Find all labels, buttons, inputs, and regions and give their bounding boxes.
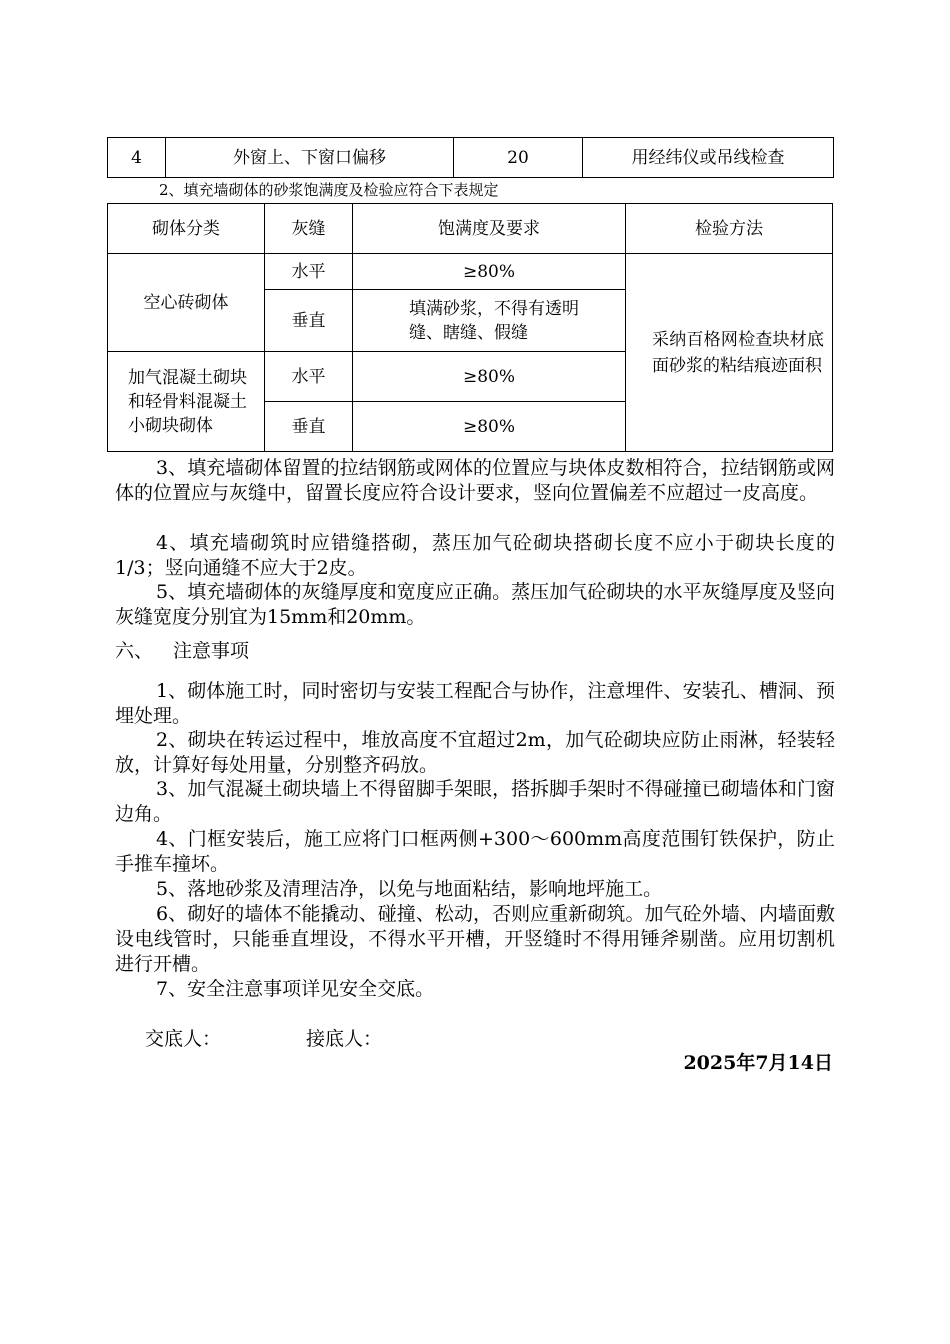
- receiver-signature-label: 接底人：: [306, 1028, 383, 1050]
- cell-requirement: ≥80%: [353, 402, 626, 452]
- header-joint: 灰缝: [265, 204, 353, 254]
- table-cell-method: 用经纬仪或吊线检查: [583, 138, 834, 178]
- paragraph: 5、填充墙砌体的灰缝厚度和宽度应正确。蒸压加气砼砌块的水平灰缝厚度及竖向灰缝宽度分别宜为15mm和20mm。: [115, 581, 835, 628]
- table-row: [108, 254, 833, 290]
- cell-requirement-fill: 填满砂浆，不得有透明缝、瞎缝、假缝: [353, 290, 626, 352]
- paragraph: 5、落地砂浆及清理洁净，以免与地面粘结，影响地坪施工。: [156, 878, 663, 900]
- cell-joint-horizontal: 水平: [265, 352, 353, 402]
- table-caption: 2、填充墙砌体的砂浆饱满度及检验应符合下表规定: [159, 181, 499, 199]
- tolerance-table: [107, 137, 834, 178]
- document-date: 2025年7月14日: [683, 1052, 833, 1074]
- table-cell-item: 外窗上、下窗口偏移: [166, 138, 454, 178]
- header-requirement: 饱满度及要求: [353, 204, 626, 254]
- paragraph: 3、填充墙砌体留置的拉结钢筋或网体的位置应与块体皮数相符合，拉结钢筋或网体的位置应与灰缝中，留置长度应符合设计要求，竖向位置偏差不应超过一皮高度。: [115, 457, 835, 504]
- table-row: [108, 138, 834, 178]
- paragraph: 4、门框安装后，施工应将门口框两侧+300～600mm高度范围钉铁保护，防止手推车撞坏。: [115, 828, 835, 875]
- handover-signature-label: 交底人：: [145, 1028, 222, 1050]
- header-masonry-type: 砌体分类: [108, 204, 265, 254]
- paragraph: 7、安全注意事项详见安全交底。: [156, 978, 435, 1000]
- paragraph: 6、砌好的墙体不能撬动、碰撞、松动，否则应重新砌筑。加气砼外墙、内墙面敷设电线管时，只能垂直埋设，不得水平开槽，开竖缝时不得用锤斧剔凿。应用切割机进行开槽。: [115, 903, 835, 975]
- paragraph: 4、填充墙砌筑时应错缝搭砌，蒸压加气砼砌块搭砌长度不应小于砌块长度的1/3；竖向通缝不应大于2皮。: [115, 532, 835, 579]
- cell-aerated-block: 加气混凝土砌块和轻骨料混凝土小砌块砌体: [108, 352, 265, 452]
- cell-requirement: ≥80%: [353, 254, 626, 290]
- header-method: 检验方法: [626, 204, 833, 254]
- section-number: 六、: [115, 640, 154, 662]
- section-title: 注意事项: [173, 640, 250, 662]
- paragraph: 3、加气混凝土砌块墙上不得留脚手架眼，搭拆脚手架时不得碰撞已砌墙体和门窗边角。: [115, 778, 835, 825]
- mortar-fullness-table: [107, 203, 833, 452]
- cell-requirement: ≥80%: [353, 352, 626, 402]
- table-cell-value: 20: [454, 138, 583, 178]
- paragraph: 2、砌块在转运过程中，堆放高度不宜超过2m，加气砼砌块应防止雨淋，轻装轻放，计算好每处用量，分别整齐码放。: [115, 729, 835, 776]
- cell-hollow-brick: 空心砖砌体: [108, 254, 265, 352]
- table-cell-index: 4: [108, 138, 166, 178]
- table-header-row: [108, 204, 833, 254]
- cell-joint-horizontal: 水平: [265, 254, 353, 290]
- paragraph: 1、砌体施工时，同时密切与安装工程配合与协作，注意埋件、安装孔、槽洞、预埋处理。: [115, 680, 835, 727]
- section-heading: [115, 638, 249, 664]
- cell-method: 采纳百格网检查块材底面砂浆的粘结痕迹面积: [626, 254, 833, 452]
- cell-joint-vertical: 垂直: [265, 290, 353, 352]
- cell-joint-vertical: 垂直: [265, 402, 353, 452]
